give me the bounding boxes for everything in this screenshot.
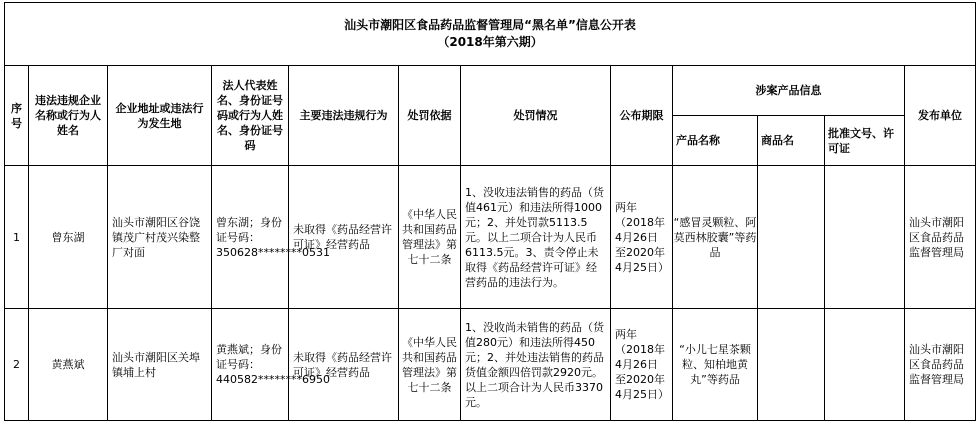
blacklist-document [4, 2, 975, 421]
header-violation: 主要违法违规行为 [289, 66, 399, 166]
header-penalty: 处罚情况 [461, 66, 611, 166]
cell-license [825, 166, 905, 309]
header-legal-rep: 法人代表姓名、身份证号码或行为人姓名、身份证号码 [212, 66, 289, 166]
cell-index: 2 [5, 309, 29, 421]
table-row [5, 166, 976, 309]
cell-legal-rep: 黄燕斌；身份证号码：440582********6950 [212, 309, 289, 421]
cell-product-name: “感冒灵颗粒、阿莫西林胶囊”等药品 [673, 166, 758, 309]
cell-address: 汕头市潮阳区关埠镇埔上村 [108, 309, 212, 421]
header-product-group: 涉案产品信息 [673, 66, 905, 116]
header-index: 序号 [5, 66, 29, 166]
title-line-1: 汕头市潮阳区食品药品监督管理局“黑名单”信息公开表 [344, 18, 636, 32]
header-name: 违法违规企业名称或行为人姓名 [29, 66, 108, 166]
cell-brand [758, 166, 825, 309]
cell-name: 曾东湖 [29, 166, 108, 309]
cell-period: 两年（2018年4月26日至2020年4月25日） [611, 309, 673, 421]
cell-brand [758, 309, 825, 421]
cell-publisher: 汕头市潮阳区食品药品监督管理局 [905, 166, 976, 309]
cell-index: 1 [5, 166, 29, 309]
cell-period: 两年（2018年4月26日至2020年4月25日） [611, 166, 673, 309]
header-period: 公布期限 [611, 66, 673, 166]
header-address: 企业地址或违法行为发生地 [108, 66, 212, 166]
header-basis: 处罚依据 [399, 66, 461, 166]
cell-address: 汕头市潮阳区谷饶镇茂广村茂兴染整厂对面 [108, 166, 212, 309]
cell-violation: 未取得《药品经营许可证》经营药品 [289, 309, 399, 421]
cell-name: 黄燕斌 [29, 309, 108, 421]
cell-product-name: “小儿七星茶颗粒、知柏地黄丸”等药品 [673, 309, 758, 421]
table-title [5, 3, 976, 66]
cell-penalty: 1、没收违法销售的药品（货值461元）和违法所得1000元；2、并处罚款5113.5元。以上二项合计为人民币6113.5元。3、责令停止未取得《药品经营许可证》经营药品的违法行为。 [461, 166, 611, 309]
cell-basis: 《中华人民共和国药品管理法》第七十二条 [399, 166, 461, 309]
cell-violation: 未取得《药品经营许可证》经营药品 [289, 166, 399, 309]
table-row [5, 309, 976, 421]
header-brand: 商品名 [758, 116, 825, 166]
title-line-2: （2018年第六期） [437, 35, 543, 49]
cell-legal-rep: 曾东湖；身份证号码：350628********0531 [212, 166, 289, 309]
header-publisher: 发布单位 [905, 66, 976, 166]
cell-penalty: 1、没收尚未销售的药品（货值280元）和违法所得450元；2、并处违法销售的药品货值金额四倍罚款2920元。以上二项合计为人民币3370元。 [461, 309, 611, 421]
cell-publisher: 汕头市潮阳区食品药品监督管理局 [905, 309, 976, 421]
cell-basis: 《中华人民共和国药品管理法》第七十二条 [399, 309, 461, 421]
header-product-name: 产品名称 [673, 116, 758, 166]
blacklist-table [4, 2, 976, 421]
cell-license [825, 309, 905, 421]
header-license: 批准文号、许可证 [825, 116, 905, 166]
